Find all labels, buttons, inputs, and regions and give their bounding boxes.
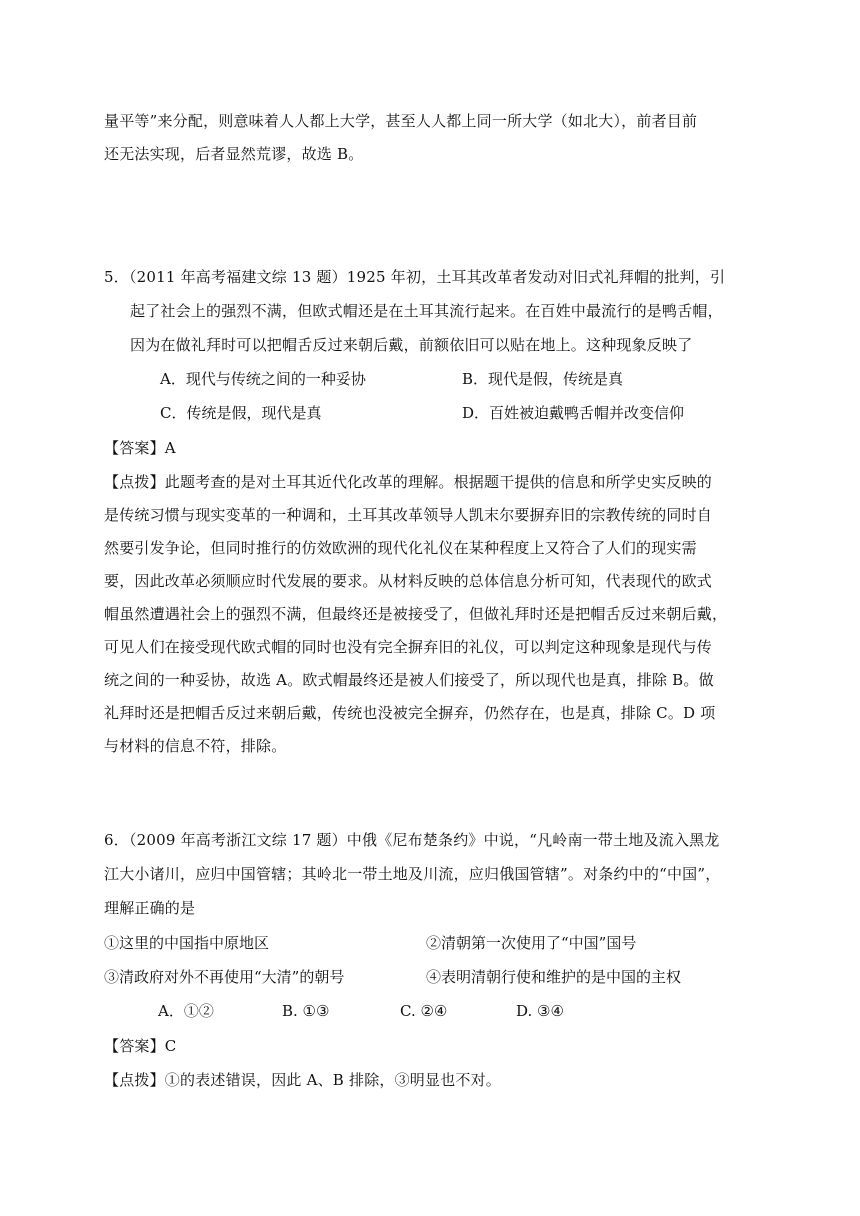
q6-statement-3: ③清政府对外不再使用“大清”的朝号: [104, 968, 345, 986]
q6-statement-1: ①这里的中国指中原地区: [104, 934, 270, 952]
q6-statement-2: ②清朝第一次使用了“中国”国号: [426, 934, 637, 952]
q5-analysis-line: 帽虽然遭遇社会上的强烈不满，但最终还是被接受了，但做礼拜时还是把帽舌反过来朝后戴，: [104, 605, 728, 623]
q5-analysis-line: 要，因此改革必须顺应时代发展的要求。从材料反映的总体信息分析可知，代表现代的欧式: [104, 572, 713, 590]
q5-answer: 【答案】A: [104, 439, 176, 457]
q5-analysis-line: 【点拨】此题考查的是对土耳其近代化改革的理解。根据题干提供的信息和所学史实反映的: [104, 473, 713, 491]
q6-answer: 【答案】C: [104, 1037, 177, 1055]
q5-analysis-line: 与材料的信息不符，排除。: [104, 737, 287, 755]
q5-analysis-line: 礼拜时还是把帽舌反过来朝后戴，传统也没被完全摒弃，仍然存在，也是真，排除 C。D 项: [104, 704, 716, 722]
prev-explanation-line: 还无法实现，后者显然荒谬，故选 B。: [104, 145, 364, 163]
q5-analysis-line: 然要引发争论，但同时推行的仿效欧洲的现代化礼仪在某种程度上又符合了人们的现实需: [104, 539, 697, 557]
q5-option-c: C．传统是假，现代是真: [160, 404, 322, 422]
q6-stem-line: 理解正确的是: [104, 899, 196, 917]
q5-analysis-line: 统之间的一种妥协，故选 A。欧式帽最终还是被人们接受了，所以现代也是真，排除 B。做: [104, 671, 714, 689]
q6-option-c: C. ②④: [400, 1002, 448, 1020]
q5-option-d: D．百姓被迫戴鸭舌帽并改变信仰: [462, 404, 685, 422]
q6-option-a: A．①②: [158, 1002, 214, 1020]
q6-option-d: D. ③④: [516, 1002, 564, 1020]
q6-option-b: B. ①③: [282, 1002, 330, 1020]
q6-stem-line: 6．（2009 年高考浙江文综 17 题）中俄《尼布楚条约》中说，“凡岭南一带土地及流入黑龙: [104, 831, 720, 849]
q6-stem-line: 江大小诸川，应归中国管辖；其岭北一带土地及川流，应归俄国管辖”。对条约中的“中国”，: [104, 865, 721, 883]
q6-analysis: 【点拨】①的表述错误，因此 A、B 排除，③明显也不对。: [104, 1071, 501, 1089]
q5-stem-line: 因为在做礼拜时可以把帽舌反过来朝后戴，前额依旧可以贴在地上。这种现象反映了: [130, 336, 693, 354]
q5-option-a: A．现代与传统之间的一种妥协: [160, 370, 366, 388]
q5-stem-line: 起了社会上的强烈不满，但欧式帽还是在土耳其流行起来。在百姓中最流行的是鸭舌帽，: [130, 302, 723, 320]
q5-option-b: B．现代是假，传统是真: [462, 370, 624, 388]
q5-analysis-line: 是传统习惯与现实变革的一种调和，土耳其改革领导人凯末尔要摒弃旧的宗教传统的同时自: [104, 506, 713, 524]
q6-statement-4: ④表明清朝行使和维护的是中国的主权: [426, 968, 682, 986]
q5-analysis-line: 可见人们在接受现代欧式帽的同时也没有完全摒弃旧的礼仪，可以判定这种现象是现代与传: [104, 638, 713, 656]
q5-stem-line: 5．（2011 年高考福建文综 13 题）1925 年初，土耳其改革者发动对旧式礼拜帽的批判，引: [104, 268, 726, 286]
prev-explanation-line: 量平等”来分配，则意味着人人都上大学，甚至人人都上同一所大学（如北大），前者目前: [104, 112, 698, 130]
